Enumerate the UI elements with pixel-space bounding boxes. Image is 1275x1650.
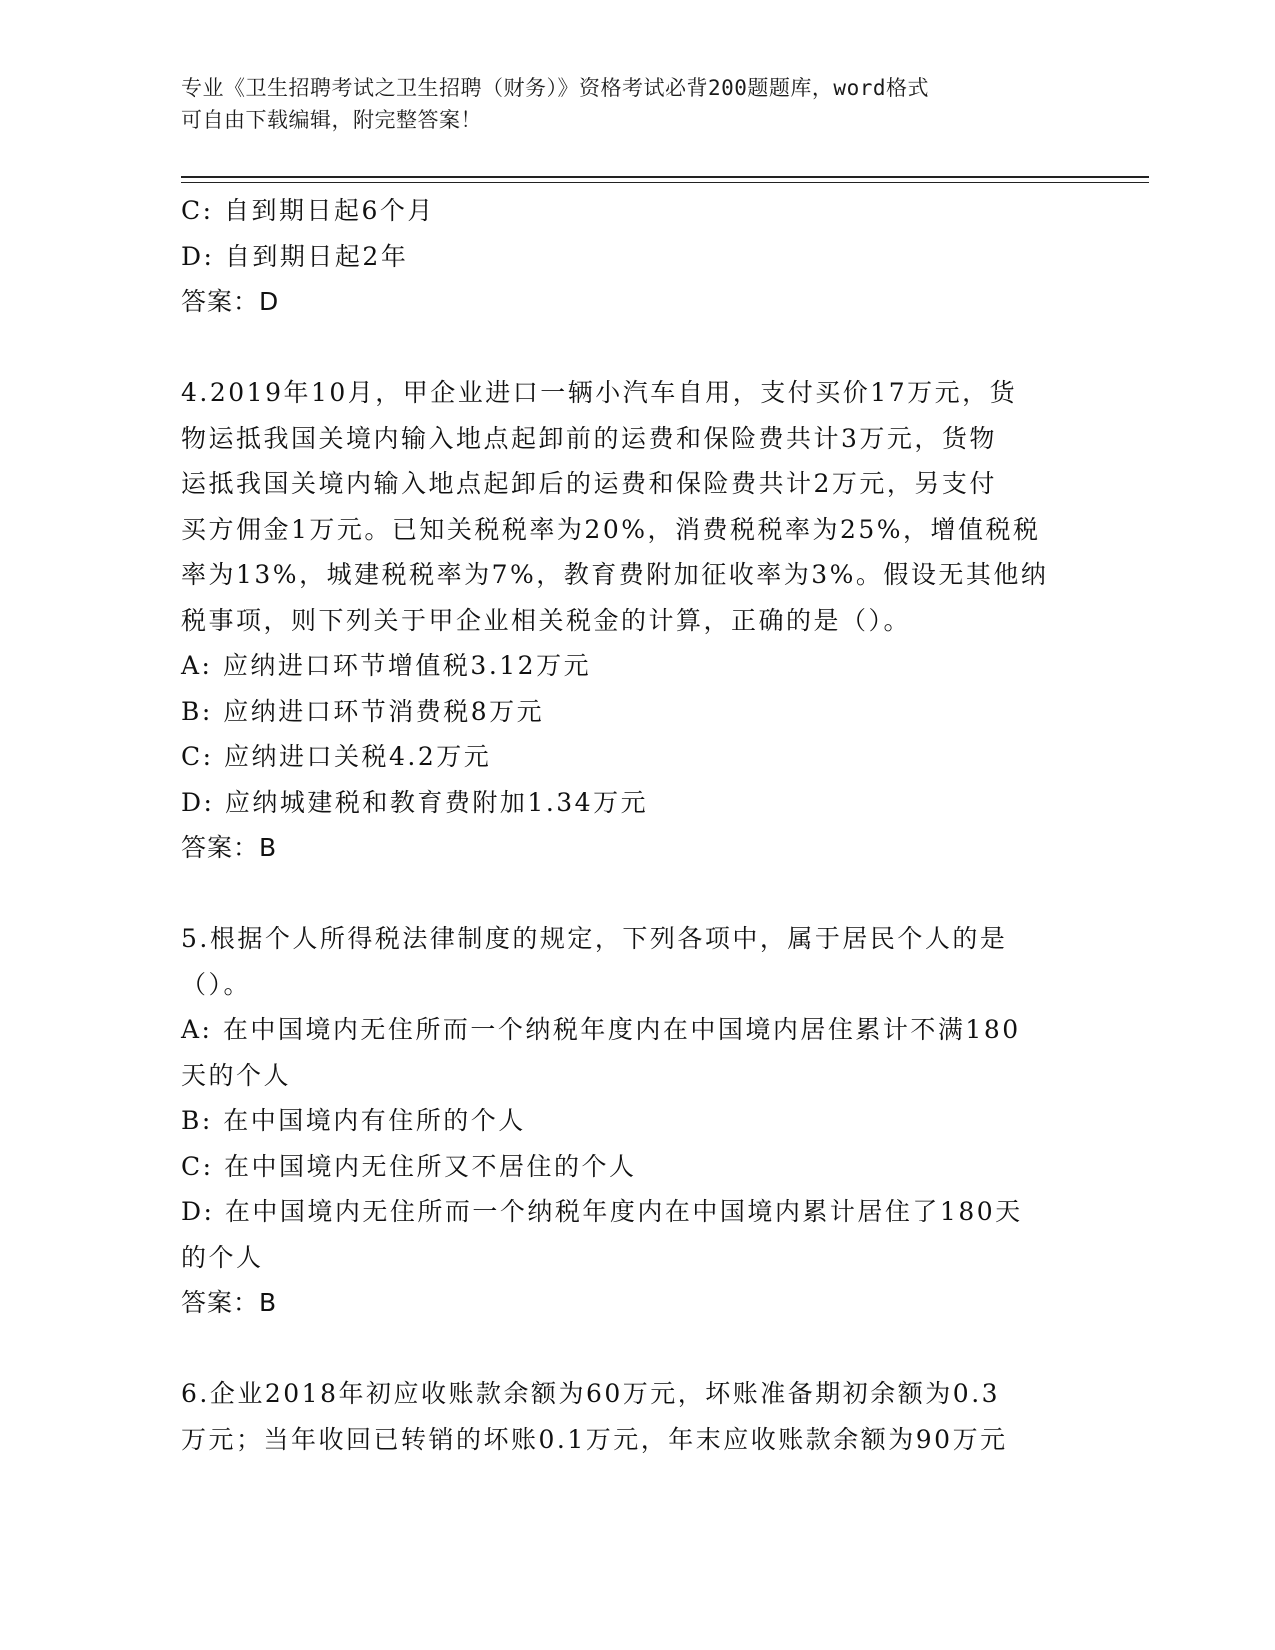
page-header <box>181 72 1061 136</box>
header-title-line-2: 可自由下载编辑，附完整答案！ <box>181 108 482 132</box>
q5-option-b: B: 在中国境内有住所的个人 <box>181 1106 526 1135</box>
q3-option-c: C: 自到期日起6个月 <box>181 196 435 225</box>
q4-stem-line-3: 运抵我国关境内输入地点起卸后的运费和保险费共计2万元，另支付 <box>181 469 997 498</box>
q5-option-c: C: 在中国境内无住所又不居住的个人 <box>181 1151 637 1181</box>
q5-option-a-line-1: A: 在中国境内无住所而一个纳税年度内在中国境内居住累计不满180 <box>181 1015 1021 1044</box>
q4-stem-line-2: 物运抵我国关境内输入地点起卸前的运费和保险费共计3万元，货物 <box>181 423 997 453</box>
q4-stem-line-1: 4.2019年10月，甲企业进口一辆小汽车自用，支付买价17万元，货 <box>181 378 1018 407</box>
q3-option-d: D: 自到期日起2年 <box>181 241 409 271</box>
header-divider-thin <box>181 182 1149 183</box>
q5-answer: 答案：B <box>181 1288 278 1317</box>
q5-stem-line-2: （）。 <box>181 969 252 999</box>
q5-stem <box>181 916 1101 1007</box>
q5-option-a-line-2: 天的个人 <box>181 1060 292 1090</box>
q5-option-d-line-1: D: 在中国境内无住所而一个纳税年度内在中国境内累计居住了180天 <box>181 1197 1023 1226</box>
q6-stem-line-1: 6.企业2018年初应收账款余额为60万元，坏账准备期初余额为0.3 <box>181 1379 1001 1408</box>
question-4 <box>181 370 1101 871</box>
q4-stem-line-6: 税事项，则下列关于甲企业相关税金的计算，正确的是（）。 <box>181 605 912 635</box>
q4-option-b: B: 应纳进口环节消费税8万元 <box>181 696 545 726</box>
spacer <box>181 871 1101 917</box>
spacer <box>181 325 1101 371</box>
q4-stem-line-5: 率为13%，城建税税率为7%，教育费附加征收率为3%。假设无其他纳 <box>181 560 1049 589</box>
spacer <box>181 1326 1101 1372</box>
header-divider-thick <box>181 176 1149 178</box>
q4-option-d: D: 应纳城建税和教育费附加1.34万元 <box>181 787 649 817</box>
question-3-tail <box>181 188 1101 325</box>
q4-option-c: C: 应纳进口关税4.2万元 <box>181 742 492 771</box>
q4-stem-line-4: 买方佣金1万元。已知关税税率为20%，消费税税率为25%，增值税税 <box>181 514 1041 544</box>
document-body <box>181 188 1101 1462</box>
header-title-line-1: 专业《卫生招聘考试之卫生招聘（财务）》资格考试必背200题题库，word格式 <box>181 76 929 100</box>
q4-stem <box>181 370 1101 643</box>
q4-answer: 答案：B <box>181 833 278 862</box>
q6-stem-line-2: 万元；当年收回已转销的坏账0.1万元，年末应收账款余额为90万元 <box>181 1424 1008 1454</box>
q3-answer: 答案：D <box>181 287 280 316</box>
q4-option-a: A: 应纳进口环节增值税3.12万元 <box>181 651 592 680</box>
q5-stem-line-1: 5.根据个人所得税法律制度的规定，下列各项中，属于居民个人的是 <box>181 924 1008 953</box>
q5-option-d-line-2: 的个人 <box>181 1242 264 1272</box>
q6-stem <box>181 1371 1101 1462</box>
question-5 <box>181 916 1101 1326</box>
question-6 <box>181 1371 1101 1462</box>
